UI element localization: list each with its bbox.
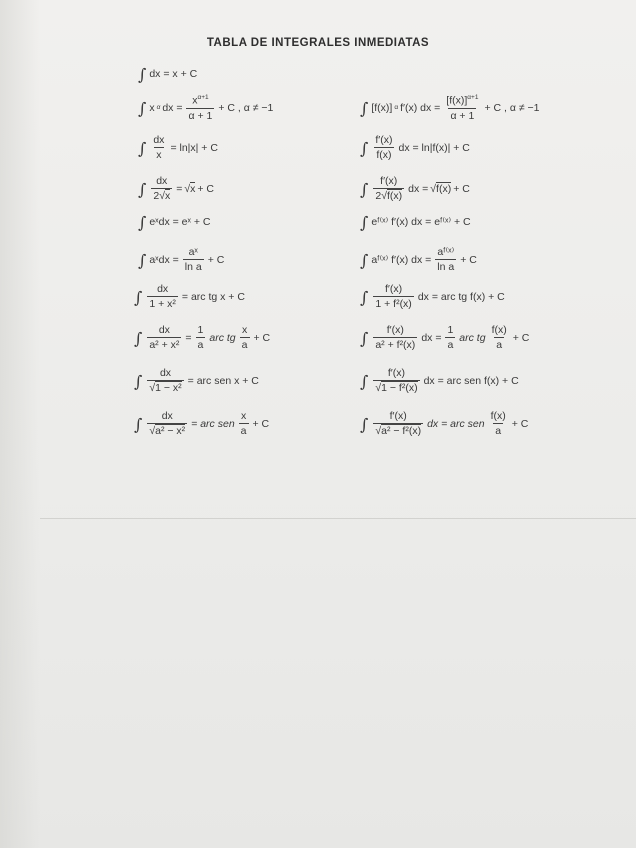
fraction: $\frac{\text{aᶠ⁽ˣ⁾}}{\text{ln a}}$ (437, 246, 455, 274)
fraction: f′(x) a² + f²(x) (375, 324, 416, 352)
integral-sign: ∫ (360, 98, 369, 118)
formula-root: ∫ $\frac{dx}{2√x}$ = √x + C (138, 175, 214, 203)
formula-arctg: ∫ $\frac{dx}{\text{1 + x²}}$ = arc tg x + C (134, 283, 245, 311)
integral-sign: ∫ (360, 138, 369, 158)
integral-sign: ∫ (134, 414, 143, 434)
integral-sign: ∫ (360, 179, 369, 199)
integral-sign: ∫ (138, 179, 147, 199)
fraction: f′(x) √1 − f²(x) (375, 367, 418, 395)
fraction: $\frac{dx}{2√x}$ (153, 175, 171, 203)
fraction: $\frac{dx}{\text{√1 − x²}}$ (149, 367, 182, 395)
fraction: f′(x) 1 + f²(x) (375, 283, 412, 311)
fraction: x a (241, 324, 248, 352)
fraction: f(x) a (490, 410, 506, 438)
fraction: $\frac{[f(x)]^{\alpha+1}}{\alpha + 1}$ (446, 94, 479, 122)
formula-log-composite: ∫ f′(x) f(x) dx = ln|f(x)| + C (360, 134, 470, 162)
fraction: f′(x) 2√f(x) (375, 175, 403, 203)
formula-exp-base-a: ∫ aˣdx = $\frac{\text{aˣ}}{\text{ln a}}$ + C (138, 246, 225, 274)
integral-sign: ∫ (360, 213, 369, 232)
fraction: $\frac{1}{a}$ (447, 324, 454, 352)
fraction: $\frac{\text{aˣ}}{\text{ln a}}$ (184, 246, 202, 274)
paper-fold (40, 518, 636, 519)
integral-sign: ∫ (360, 287, 369, 307)
formula-basic (138, 66, 197, 82)
formula-power: ∫ x α dx = $\frac{x^{\alpha+1}}{\alpha + 1}$ + C , α ≠ −1 (138, 94, 274, 122)
fraction: $\frac{dx}{x}$ (153, 134, 165, 162)
formula-arcsen-composite: ∫ f′(x) √1 − f²(x) dx = arc sen f(x) + C (360, 367, 519, 395)
integral-sign: ∫ (134, 371, 143, 391)
fraction: f′(x) f(x) (375, 134, 393, 162)
integral-sign: ∫ (134, 328, 143, 348)
integral-sign: ∫ (138, 65, 147, 84)
fraction: f(x) a (491, 324, 507, 352)
document-title: TABLA DE INTEGRALES INMEDIATAS (206, 37, 430, 49)
integral-sign: ∫ (138, 98, 147, 118)
fraction: $\frac{dx}{\text{√a² − x²}}$ (149, 410, 186, 438)
fraction: $\frac{x^{\alpha+1}}{\alpha + 1}$ (188, 94, 213, 122)
fraction: $\frac{dx}{\text{1 + x²}}$ (149, 283, 176, 311)
fraction: $\frac{1}{a}$ (197, 324, 204, 352)
integral-sign: ∫ (138, 250, 147, 270)
integral-sign: ∫ (360, 250, 369, 270)
fraction: f′(x) √a² − f²(x) (375, 410, 422, 438)
formula-arctg-a: ∫ $\frac{dx}{\text{a² + x²}}$ = $\frac{1}{a}$ arc tg x a + C (134, 324, 271, 352)
formula-log: ∫ $\frac{dx}{x}$ = ln|x| + C (138, 134, 218, 162)
formula-arctg-a-composite: ∫ f′(x) a² + f²(x) dx = $\frac{1}{a}$ arc tg f(x) a + C (360, 324, 530, 352)
integral-sign: ∫ (360, 328, 369, 348)
formula-arctg-composite: ∫ f′(x) 1 + f²(x) dx = arc tg f(x) + C (360, 283, 505, 311)
formula-arcsen-a-composite: ∫ f′(x) √a² − f²(x) dx = arc sen f(x) a + C (360, 410, 529, 438)
formula-exp-composite: ∫ eᶠ⁽ˣ⁾ f′(x) dx = eᶠ⁽ˣ⁾ + C (360, 213, 471, 232)
formula-arcsen: ∫ $\frac{dx}{\text{√1 − x²}}$ = arc sen x + C (134, 367, 259, 395)
integral-sign: ∫ (360, 414, 369, 434)
integral-sign: ∫ (360, 371, 369, 391)
fraction: $\frac{dx}{\text{a² + x²}}$ (149, 324, 180, 352)
integral-sign: ∫ (138, 138, 147, 158)
formula-exp: ∫ eˣdx = eˣ + C (138, 213, 211, 232)
integral-sign: ∫ (134, 287, 143, 307)
page-shadow (0, 0, 40, 848)
integral-sign: ∫ (138, 213, 147, 232)
formula-text: dx = x + C (149, 68, 198, 80)
fraction: x a (240, 410, 247, 438)
formula-root-composite: ∫ f′(x) 2√f(x) dx = √f(x) + C (360, 175, 470, 203)
formula-arcsen-a: ∫ $\frac{dx}{\text{√a² − x²}}$ = arc sen x a + C (134, 410, 270, 438)
formula-exp-base-a-composite: ∫ aᶠ⁽ˣ⁾ f′(x) dx = $\frac{\text{aᶠ⁽ˣ⁾}}{\text{ln a}}$ + C (360, 246, 477, 274)
formula-power-composite: ∫ [f(x)] α f′(x) dx = $\frac{[f(x)]^{\alpha+1}}{\alpha + 1}$ + C , α ≠ −1 (360, 94, 540, 122)
